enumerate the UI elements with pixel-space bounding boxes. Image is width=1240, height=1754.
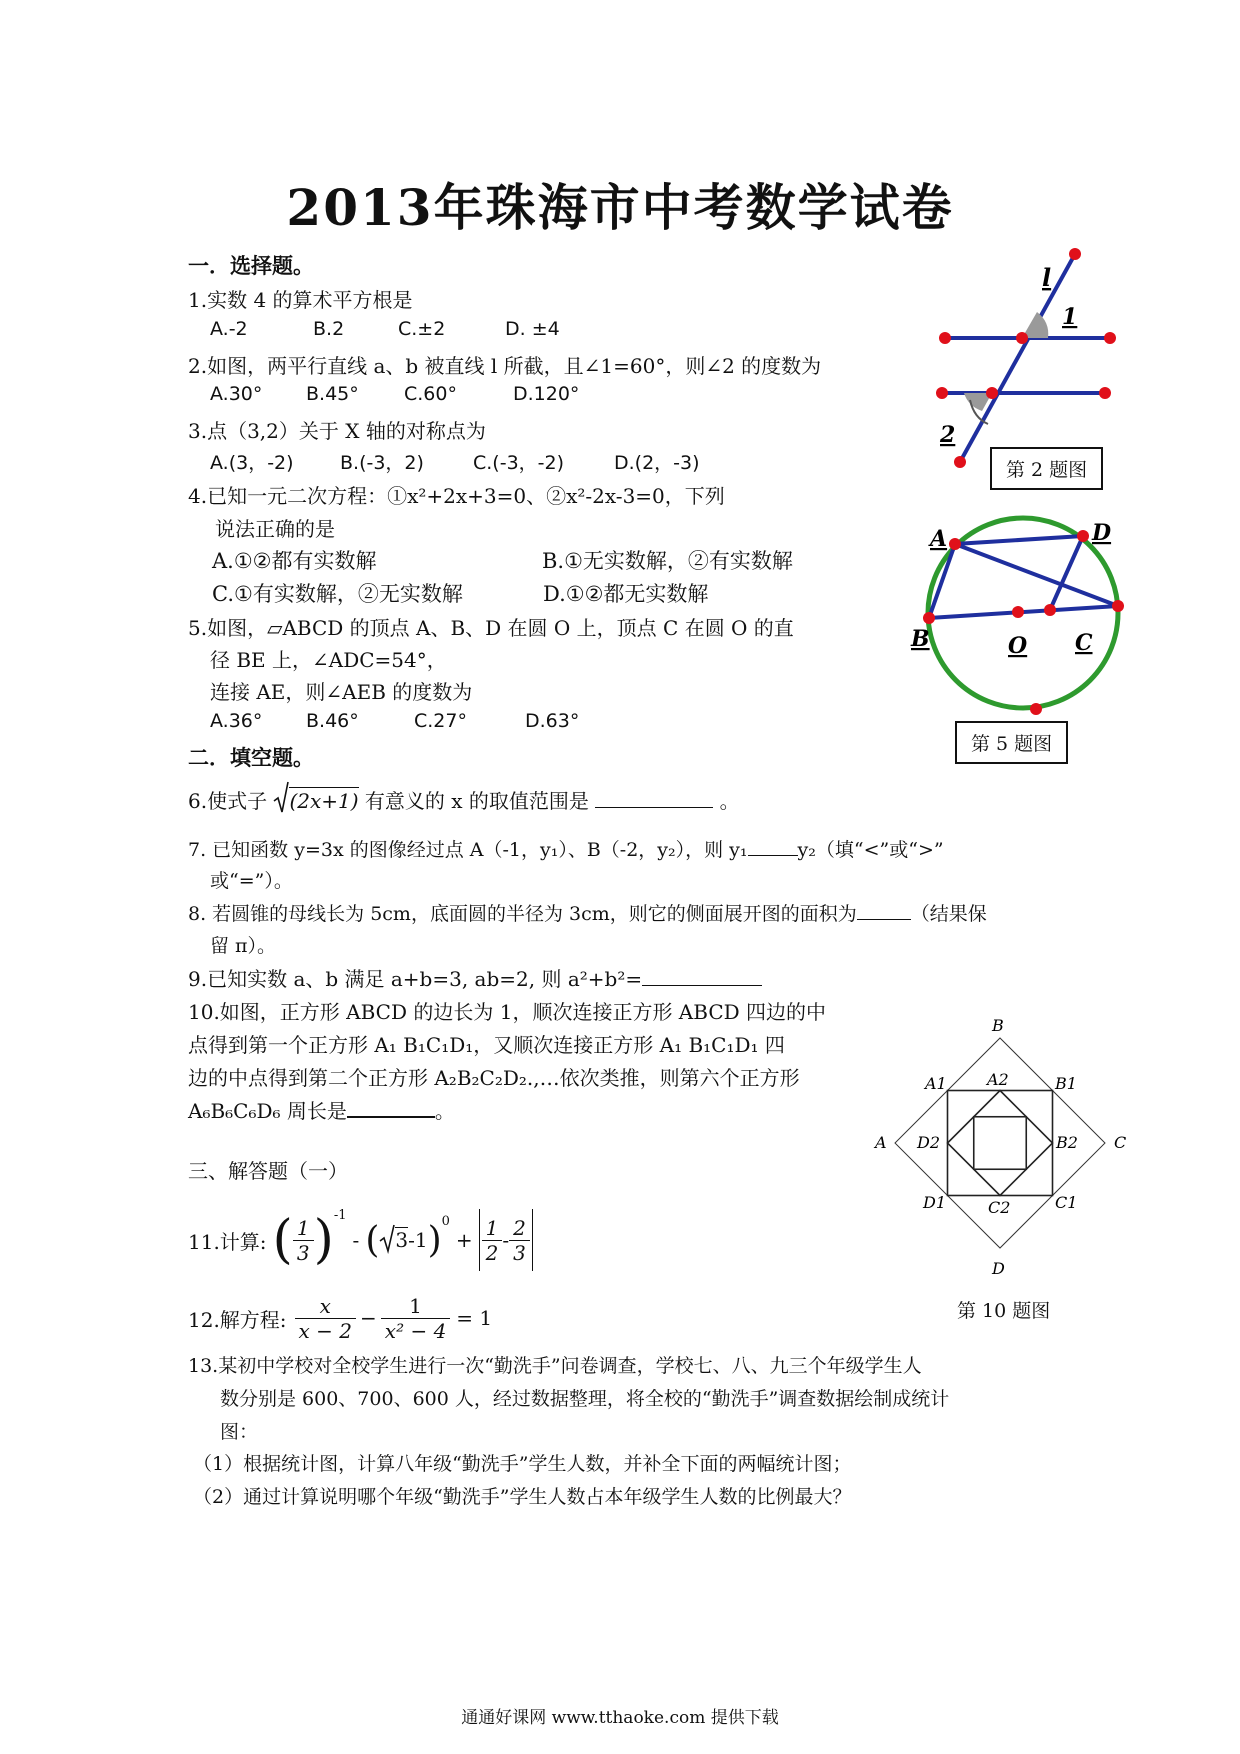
question-6 <box>188 785 740 814</box>
question-13-sub1: （1）根据统计图，计算八年级“勤洗手”学生人数，并补全下面的两幅统计图； <box>193 1453 852 1475</box>
point-marker <box>1099 387 1111 399</box>
minus-sign: − <box>360 1306 377 1330</box>
fraction-one-half <box>482 1216 503 1265</box>
point-marker <box>986 387 998 399</box>
question-2-option-d: D.120° <box>513 383 580 405</box>
question-12 <box>188 1288 492 1348</box>
label-o: O <box>1008 633 1028 659</box>
equation-rhs: = 1 <box>456 1306 493 1330</box>
label-angle-1: 1 <box>1062 304 1078 330</box>
absolute-value <box>479 1209 533 1271</box>
fraction-numerator: 1 <box>293 1216 314 1241</box>
point-bottom <box>1030 703 1042 715</box>
figure-q10-nested-squares <box>865 1010 1135 1280</box>
question-6-blank <box>595 789 713 808</box>
question-4-option-b: B.①无实数解，②有实数解 <box>542 549 793 573</box>
label-c: C <box>1075 630 1093 656</box>
question-8-line2: 留 π）。 <box>210 935 277 957</box>
question-1-option-a: A.-2 <box>210 318 248 340</box>
question-13-line2: 数分别是 600、700、600 人，经过数据整理，将全校的“勤洗手”调查数据绘制成统计 <box>220 1388 950 1410</box>
label-b: B <box>911 626 930 652</box>
question-5-option-b: B.46° <box>306 710 359 732</box>
question-6-end: 。 <box>719 789 740 813</box>
label-angle-2: 2 <box>940 422 956 448</box>
label-d2: D2 <box>917 1133 941 1152</box>
label-d: D <box>992 1259 1005 1278</box>
question-3-option-c: C.(-3，-2) <box>473 452 565 474</box>
label-a2: A2 <box>987 1070 1009 1089</box>
question-4-stem: 4.已知一元二次方程：①x²+2x+3=0、②x²-2x-3=0，下列 <box>188 484 725 508</box>
fraction-numerator: x <box>295 1294 356 1319</box>
fraction-denominator: x − 2 <box>298 1318 353 1343</box>
square-a1b1c1d1 <box>948 1091 1053 1196</box>
question-10-line3: 边的中点得到第二个正方形 A₂B₂C₂D₂.,…依次类推，则第六个正方形 <box>188 1066 800 1090</box>
label-c: C <box>1114 1133 1127 1152</box>
question-7-blank <box>748 837 798 856</box>
minus-sign: - <box>352 1228 360 1252</box>
point-a <box>949 538 961 550</box>
question-13-line1: 13.某初中学校对全校学生进行一次“勤洗手”问卷调查，学校七、八、九三个年级学生人 <box>188 1355 922 1377</box>
point-marker <box>936 387 948 399</box>
point-marker <box>939 332 951 344</box>
question-2-option-a: A.30° <box>210 383 263 405</box>
fraction-x-over-x-minus-2 <box>295 1294 356 1343</box>
question-5-stem: 5.如图，▱ABCD 的顶点 A、B、D 在圆 O 上，顶点 C 在圆 O 的直 <box>188 616 794 640</box>
question-6-pre: 6.使式子 <box>188 789 268 813</box>
fraction-numerator: 2 <box>509 1216 530 1241</box>
question-6-post: 有意义的 x 的取值范围是 <box>364 789 589 813</box>
question-5-stem-cont2: 连接 AE，则∠AEB 的度数为 <box>210 680 473 704</box>
question-2-option-b: B.45° <box>306 383 359 405</box>
question-9-blank <box>642 967 762 986</box>
question-9 <box>188 963 762 992</box>
label-l: l <box>1042 263 1052 292</box>
question-5-stem-cont: 径 BE 上，∠ADC=54°， <box>210 648 447 672</box>
radical-sign-icon <box>273 781 289 815</box>
figure-q2-caption: 第 2 题图 <box>990 447 1103 490</box>
exponent-neg-one: -1 <box>333 1208 347 1223</box>
paren-open: ( <box>272 1210 293 1270</box>
label-c2: C2 <box>988 1198 1011 1217</box>
figure-q5-caption: 第 5 题图 <box>955 721 1068 764</box>
question-6-radicand: (2x+1) <box>289 789 359 813</box>
point-d <box>1077 530 1089 542</box>
radicand-three: 3 <box>395 1228 409 1252</box>
question-4-option-d: D.①②都无实数解 <box>543 582 709 606</box>
question-10-line4 <box>188 1095 455 1124</box>
point-o <box>1012 606 1024 618</box>
label-c1: C1 <box>1055 1193 1078 1212</box>
plus-sign: + <box>455 1228 473 1252</box>
segment-dc <box>1050 536 1083 610</box>
label-d: D <box>1092 520 1112 546</box>
question-2-stem: 2.如图，两平行直线 a、b 被直线 l 所截，且∠1=60°，则∠2 的度数为 <box>188 354 822 378</box>
fraction-denominator: 3 <box>513 1240 526 1265</box>
question-3-stem: 3.点（3,2）关于 X 轴的对称点为 <box>188 419 486 443</box>
question-9-text: 9.已知实数 a、b 满足 a+b=3, ab=2, 则 a²+b²= <box>188 967 643 991</box>
paren-open-2: ( <box>365 1219 380 1261</box>
point-marker <box>954 456 966 468</box>
square-a2b2c2d2 <box>948 1091 1053 1196</box>
figure-q10-caption: 第 10 题图 <box>957 1300 1051 1322</box>
question-5-option-c: C.27° <box>414 710 467 732</box>
question-10-end: 。 <box>434 1099 455 1123</box>
question-1-option-d: D. ±4 <box>505 318 560 340</box>
fraction-two-thirds <box>509 1216 530 1265</box>
question-8-text: 8. 若圆锥的母线长为 5cm，底面圆的半径为 3cm，则它的侧面展开图的面积为 <box>188 903 857 925</box>
section-heading-answer: 三、解答题（一） <box>188 1159 348 1183</box>
label-d1: D1 <box>923 1193 947 1212</box>
fraction-denominator: 3 <box>296 1240 310 1265</box>
question-5-option-a: A.36° <box>210 710 263 732</box>
question-3-option-a: A.(3，-2) <box>210 452 294 474</box>
point-marker <box>1069 248 1081 260</box>
question-4-stem-cont: 说法正确的是 <box>215 517 335 541</box>
section-heading-fill: 二．填空题。 <box>188 745 314 770</box>
fraction-1-over-x2-minus-4 <box>381 1294 451 1343</box>
question-1-option-b: B.2 <box>313 318 345 340</box>
question-7-mid: y₂（填“<”或“>” <box>797 839 944 861</box>
question-10-blank <box>347 1098 435 1118</box>
fraction-numerator: 1 <box>381 1294 451 1319</box>
exponent-zero: 0 <box>441 1214 450 1229</box>
point-c <box>1044 604 1056 616</box>
page-footer: 通通好课网 www.tthaoke.com 提供下载 <box>461 1708 779 1728</box>
question-11 <box>188 1200 533 1280</box>
question-1-stem: 1.实数 4 的算术平方根是 <box>188 288 413 312</box>
label-a1: A1 <box>925 1074 947 1093</box>
point-marker <box>1104 332 1116 344</box>
question-4-option-c: C.①有实数解，②无实数解 <box>212 582 463 606</box>
question-3-option-b: B.(-3，2) <box>340 452 424 474</box>
label-b1: B1 <box>1055 1074 1077 1093</box>
figure-q5-circle <box>905 510 1135 725</box>
segment-ad <box>955 536 1083 544</box>
point-marker <box>1016 332 1028 344</box>
question-4-option-a: A.①②都有实数解 <box>212 549 377 573</box>
question-13-line3: 图： <box>220 1421 259 1443</box>
question-8-tail: （结果保 <box>910 903 987 925</box>
section-heading-choice: 一．选择题。 <box>188 253 314 278</box>
fraction-numerator: 1 <box>482 1216 503 1241</box>
paren-close: ) <box>313 1210 334 1270</box>
question-8-blank <box>857 901 911 920</box>
sqrt-expression <box>273 789 358 813</box>
segment-ae <box>955 544 1118 606</box>
question-7-text: 7. 已知函数 y=3x 的图像经过点 A（-1，y₁）、B（-2，y₂），则 y₁ <box>188 839 748 861</box>
question-10-line1: 10.如图，正方形 ABCD 的边长为 1，顺次连接正方形 ABCD 四边的中 <box>188 1000 827 1024</box>
question-11-label: 11.计算: <box>188 1229 267 1254</box>
question-13-sub2: （2）通过计算说明哪个年级“勤洗手”学生人数占本年级学生人数的比例最大？ <box>193 1486 852 1508</box>
label-b2: B2 <box>1056 1133 1078 1152</box>
label-a: A <box>930 526 948 552</box>
transversal-line-l <box>960 254 1078 462</box>
label-a: A <box>875 1133 887 1152</box>
question-8-line1 <box>188 899 987 926</box>
question-10-line2: 点得到第一个正方形 A₁ B₁C₁D₁，又顺次连接正方形 A₁ B₁C₁D₁ 四 <box>188 1033 785 1057</box>
point-e <box>1112 600 1124 612</box>
sqrt-three <box>379 1228 408 1252</box>
question-1-option-c: C.±2 <box>398 318 446 340</box>
question-10-text: A₆B₆C₆D₆ 周长是 <box>188 1099 347 1123</box>
question-12-label: 12.解方程: <box>188 1307 287 1332</box>
question-7-line1 <box>188 835 944 862</box>
question-2-option-c: C.60° <box>404 383 457 405</box>
square-a3b3c3d3 <box>974 1117 1027 1170</box>
minus-one: -1 <box>408 1228 428 1252</box>
question-5-option-d: D.63° <box>525 710 580 732</box>
label-b: B <box>992 1016 1004 1035</box>
point-b <box>923 612 935 624</box>
fraction-denominator: 2 <box>485 1240 499 1265</box>
paren-close-2: ) <box>427 1219 442 1261</box>
fraction-one-third <box>293 1216 314 1265</box>
radical-sign-icon <box>379 1224 395 1254</box>
minus-sign: - <box>502 1228 510 1252</box>
fraction-denominator: x² − 4 <box>384 1318 447 1343</box>
page-title: 2013年珠海市中考数学试卷 <box>286 178 954 237</box>
question-3-option-d: D.(2，-3) <box>614 452 700 474</box>
question-7-line2: 或“=”）。 <box>210 870 293 892</box>
